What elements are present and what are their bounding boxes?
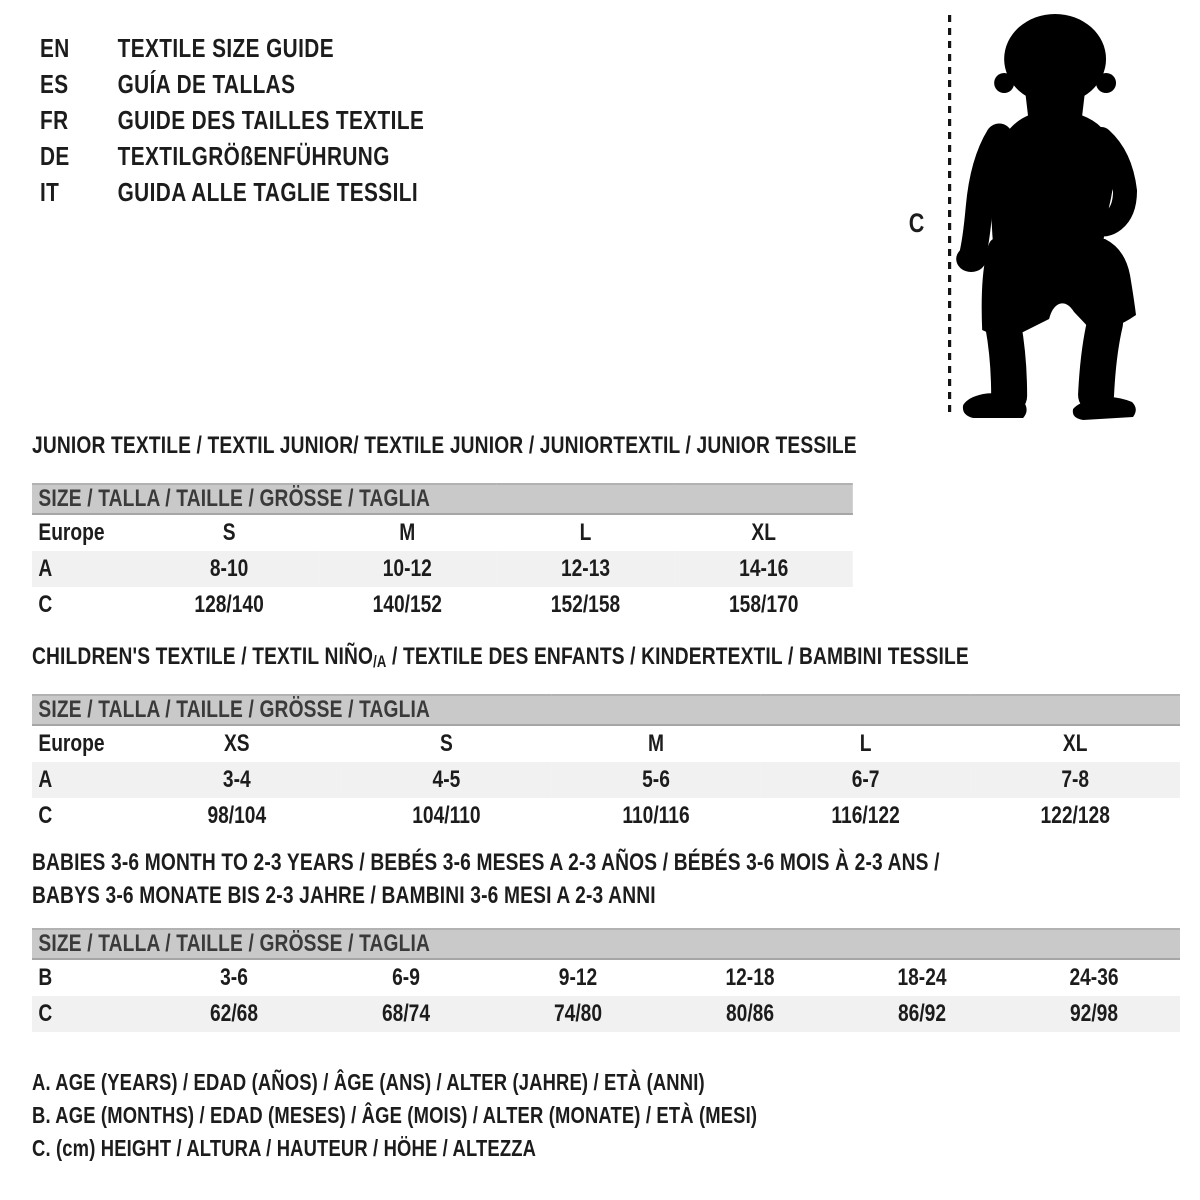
height-measure-dashed-line [948, 15, 951, 417]
size-cell: 86/92 [897, 1000, 947, 1027]
size-header-cell: SIZE / TALLA / TAILLE / GRÖSSE / TAGLIA [32, 484, 853, 514]
size-cell: 158/170 [728, 591, 799, 618]
size-cell: 92/98 [1069, 1000, 1119, 1027]
size-cell: S [222, 519, 236, 546]
size-cell: 12-18 [725, 964, 775, 991]
lang-row-es [40, 66, 424, 102]
size-cell: 4-5 [432, 766, 461, 793]
size-cell: 6-9 [392, 964, 420, 991]
size-cell: 140/152 [372, 591, 442, 618]
lang-row-en [40, 30, 424, 66]
language-title-block [40, 30, 424, 210]
row-label: Europe [38, 730, 105, 757]
children-section-title [32, 643, 1180, 673]
size-cell: 3-4 [222, 766, 251, 793]
size-cell: 6-7 [851, 766, 880, 793]
table-row [32, 798, 1180, 834]
table-header-row [32, 929, 1180, 959]
lang-title: GUIDE DES TAILLES TEXTILE [117, 104, 425, 135]
row-label: C [38, 802, 53, 829]
babies-size-table [32, 928, 1180, 1032]
row-label: A [38, 766, 53, 793]
lang-row-it [40, 174, 424, 210]
size-cell: L [859, 730, 872, 757]
size-header-cell: SIZE / TALLA / TAILLE / GRÖSSE / TAGLIA [32, 929, 1180, 959]
lang-code: EN [40, 32, 70, 63]
table-row [32, 762, 1180, 798]
children-size-table [32, 694, 1180, 834]
babies-section-title [32, 846, 1180, 912]
size-cell: 3-6 [220, 964, 248, 991]
row-label: A [38, 555, 53, 582]
size-cell: 24-36 [1069, 964, 1119, 991]
size-cell: M [648, 730, 664, 757]
children-title-subscript: /A [373, 653, 387, 671]
junior-section-title: JUNIOR TEXTILE / TEXTIL JUNIOR/ TEXTILE JUNIOR / JUNIORTEXTIL / JUNIOR TESSILE [32, 432, 857, 459]
junior-size-table [32, 483, 853, 623]
size-cell: 98/104 [207, 802, 267, 829]
lang-row-de [40, 138, 424, 174]
lang-code: ES [40, 68, 69, 99]
legend-line-height: C. (cm) HEIGHT / ALTURA / HAUTEUR / HÖHE / ALTEZZA [32, 1135, 537, 1161]
size-cell: 18-24 [897, 964, 947, 991]
size-cell: 74/80 [553, 1000, 603, 1027]
size-cell: 116/122 [831, 802, 900, 829]
size-cell: 12-13 [560, 555, 611, 582]
table-row [32, 996, 1180, 1032]
size-cell: 152/158 [550, 591, 621, 618]
row-label: Europe [38, 519, 105, 546]
table-row [32, 587, 853, 623]
table-header-row [32, 484, 853, 514]
size-cell: 8-10 [209, 555, 249, 582]
size-cell: 104/110 [412, 802, 481, 829]
lang-title: TEXTILGRÖßENFÜHRUNG [117, 140, 390, 171]
children-textile-section [32, 643, 1180, 834]
size-cell: M [399, 519, 416, 546]
size-cell: 110/116 [622, 802, 690, 829]
size-cell: L [579, 519, 592, 546]
row-label: C [38, 1000, 53, 1027]
size-cell: 14-16 [739, 555, 789, 582]
legend [32, 1066, 757, 1165]
babies-title-line2: BABYS 3-6 MONATE BIS 2-3 JAHRE / BAMBINI 3-6 MESI A 2-3 ANNI [32, 882, 656, 909]
row-label: C [38, 591, 53, 618]
lang-title: GUÍA DE TALLAS [117, 68, 296, 99]
junior-textile-section [32, 432, 857, 623]
size-cell: 7-8 [1061, 766, 1090, 793]
size-cell: 80/86 [725, 1000, 775, 1027]
size-cell: 128/140 [194, 591, 264, 618]
lang-code: IT [40, 176, 60, 207]
babies-textile-section [32, 846, 1180, 1032]
lang-code: FR [40, 104, 69, 135]
size-cell: 5-6 [642, 766, 670, 793]
table-row [32, 551, 853, 587]
size-cell: XL [751, 519, 776, 546]
size-cell: XS [223, 730, 250, 757]
size-cell: 9-12 [558, 964, 598, 991]
children-title-post: / TEXTILE DES ENFANTS / KINDERTEXTIL / BAMBINI TESSILE [386, 643, 969, 670]
size-cell: XL [1062, 730, 1088, 757]
table-row [32, 959, 1180, 996]
table-row [32, 725, 1180, 762]
lang-title: TEXTILE SIZE GUIDE [117, 32, 334, 63]
lang-code: DE [40, 140, 70, 171]
babies-title-line1: BABIES 3-6 MONTH TO 2-3 YEARS / BEBÉS 3-6 MESES A 2-3 AÑOS / BÉBÉS 3-6 MOIS À 2-3 ANS / [32, 849, 940, 876]
lang-title: GUIDA ALLE TAGLIE TESSILI [117, 176, 419, 207]
height-measure-label: C [908, 208, 925, 238]
legend-line-age-years: A. AGE (YEARS) / EDAD (AÑOS) / ÂGE (ANS) / ALTER (JAHRE) / ETÀ (ANNI) [32, 1069, 705, 1095]
table-header-row [32, 695, 1180, 725]
size-cell: 62/68 [209, 1000, 259, 1027]
size-cell: S [439, 730, 453, 757]
size-cell: 68/74 [381, 1000, 431, 1027]
lang-row-fr [40, 102, 424, 138]
table-row [32, 514, 853, 551]
children-title-pre: CHILDREN'S TEXTILE / TEXTIL NIÑO [32, 643, 374, 670]
legend-line-age-months: B. AGE (MONTHS) / EDAD (MESES) / ÂGE (MOIS) / ALTER (MONATE) / ETÀ (MESI) [32, 1102, 758, 1128]
size-cell: 10-12 [382, 555, 432, 582]
row-label: B [38, 964, 53, 991]
toddler-silhouette-image [955, 13, 1140, 422]
size-header-cell: SIZE / TALLA / TAILLE / GRÖSSE / TAGLIA [32, 695, 1180, 725]
size-cell: 122/128 [1040, 802, 1110, 829]
